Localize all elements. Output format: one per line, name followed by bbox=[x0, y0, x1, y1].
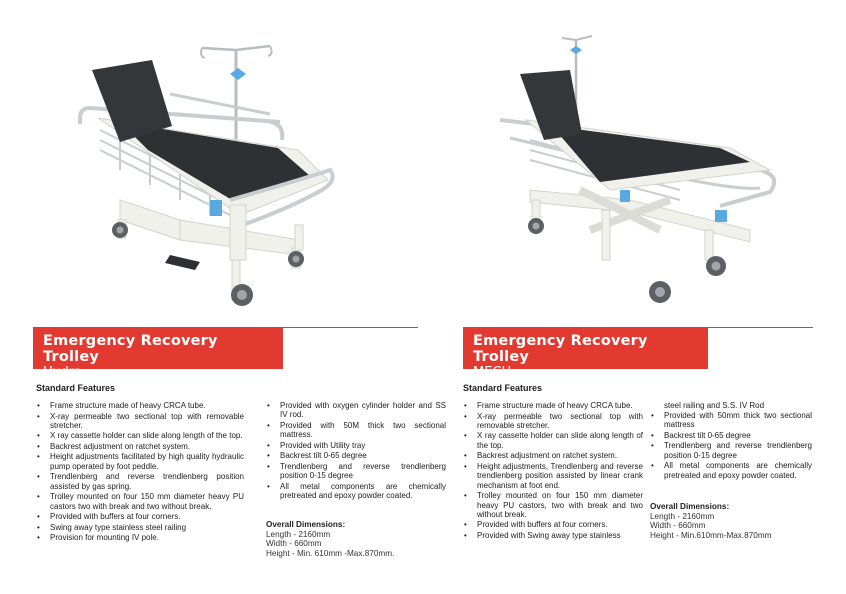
list-item: • Height adjustments facilitated by high quality hydraulic pump operated by foot peddle. bbox=[36, 452, 244, 471]
mech-features-continuation: steel railing and S.S. IV Rod bbox=[664, 401, 765, 410]
list-item: • X-ray permeable two sectional top with removable stretcher. bbox=[463, 412, 643, 431]
mech-features-heading: Standard Features bbox=[463, 383, 543, 393]
list-item: • Provided with buffers at four corners. bbox=[36, 512, 244, 521]
hydra-title: Emergency Recovery Trolley bbox=[43, 333, 218, 365]
list-item: • All metal components are chemically pretreated and epoxy powder coated. bbox=[266, 482, 446, 501]
mech-dimension-width: Width - 660mm bbox=[650, 521, 706, 531]
list-item: • Trendlenberg and reverse trendlenberg position 0-15 degree bbox=[266, 462, 446, 481]
list-item: • Backrest adjustment on ratchet system. bbox=[463, 451, 643, 460]
list-item: • Provided with buffers at four corners. bbox=[463, 520, 643, 529]
list-item: • Trolley mounted on four 150 mm diameter heavy PU castors, two with break and two without break. bbox=[463, 491, 643, 519]
hydra-dimension-width: Width - 660mm bbox=[266, 539, 322, 549]
list-item: • X-ray permeable two sectional top with removable stretcher. bbox=[36, 412, 244, 431]
list-item: • Provided with 50mm thick two sectional mattress bbox=[650, 411, 812, 430]
list-item: • Provided with Swing away type stainless bbox=[463, 531, 643, 540]
list-item: • Backrest tilt 0-65 degree bbox=[650, 431, 812, 440]
list-item: • Frame structure made of heavy CRCA tube. bbox=[36, 401, 244, 410]
mech-trolley-image bbox=[490, 30, 790, 315]
hydra-dimensions-title: Overall Dimensions: bbox=[266, 520, 346, 529]
hydra-features-list-left bbox=[36, 401, 244, 544]
list-item: • X ray cassette holder can slide along length of the top. bbox=[463, 431, 643, 450]
mech-features-list-left bbox=[463, 401, 643, 541]
list-item: • Trendlenberg and reverse trendlenberg position assisted by gas spring. bbox=[36, 472, 244, 491]
mech-dimensions-title: Overall Dimensions: bbox=[650, 502, 730, 511]
list-item: • Trolley mounted on four 150 mm diameter heavy PU castors two with break and two without break. bbox=[36, 492, 244, 511]
list-item: • X ray cassette holder can slide along length of the top. bbox=[36, 431, 244, 440]
hydra-features-heading: Standard Features bbox=[36, 383, 116, 393]
hydra-features-list-right bbox=[266, 401, 446, 502]
list-item: • Provision for mounting IV pole. bbox=[36, 533, 244, 542]
list-item: • Trendlenberg and reverse trendlenberg position 0-15 degree bbox=[650, 441, 812, 460]
hydra-title-banner bbox=[33, 327, 283, 380]
list-item: • Height adjustments, Trendlenberg and reverse trendlenberg position assisted by linear crank mechanism at foot end. bbox=[463, 462, 643, 490]
mech-dimension-height: Height - Min.610mm-Max.870mm bbox=[650, 530, 772, 540]
list-item: • Provided with Utility tray bbox=[266, 441, 446, 450]
list-item: • Backrest tilt 0-65 degree bbox=[266, 451, 446, 460]
list-item: • All metal components are chemically pretreated and epoxy powder coated. bbox=[650, 461, 812, 480]
list-item: • Backrest adjustment on ratchet system. bbox=[36, 442, 244, 451]
hydra-overall-dimensions bbox=[266, 520, 394, 558]
mech-overall-dimensions bbox=[650, 502, 771, 540]
hydra-title-divider bbox=[283, 327, 418, 328]
list-item: • Provided with oxygen cylinder holder and SS IV rod. bbox=[266, 401, 446, 420]
list-item: • Frame structure made of heavy CRCA tube. bbox=[463, 401, 643, 410]
hydra-subtitle: Hydra bbox=[43, 365, 83, 380]
mech-title-divider bbox=[708, 327, 813, 328]
mech-dimension-length: Length - 2160mm bbox=[650, 511, 715, 521]
hydra-dimension-length: Length - 2160mm bbox=[266, 529, 331, 539]
list-item: • Swing away type stainless steel railing bbox=[36, 523, 244, 532]
mech-features-list-right bbox=[650, 411, 812, 481]
hydra-dimension-height: Height - Min. 610mm -Max.870mm. bbox=[266, 548, 395, 558]
hydra-trolley-image bbox=[60, 30, 360, 315]
mech-title: Emergency Recovery Trolley bbox=[473, 333, 648, 365]
mech-subtitle: MECH bbox=[473, 365, 512, 380]
mech-title-banner bbox=[463, 327, 708, 380]
list-item: • Provided with 50M thick two sectional mattress. bbox=[266, 421, 446, 440]
